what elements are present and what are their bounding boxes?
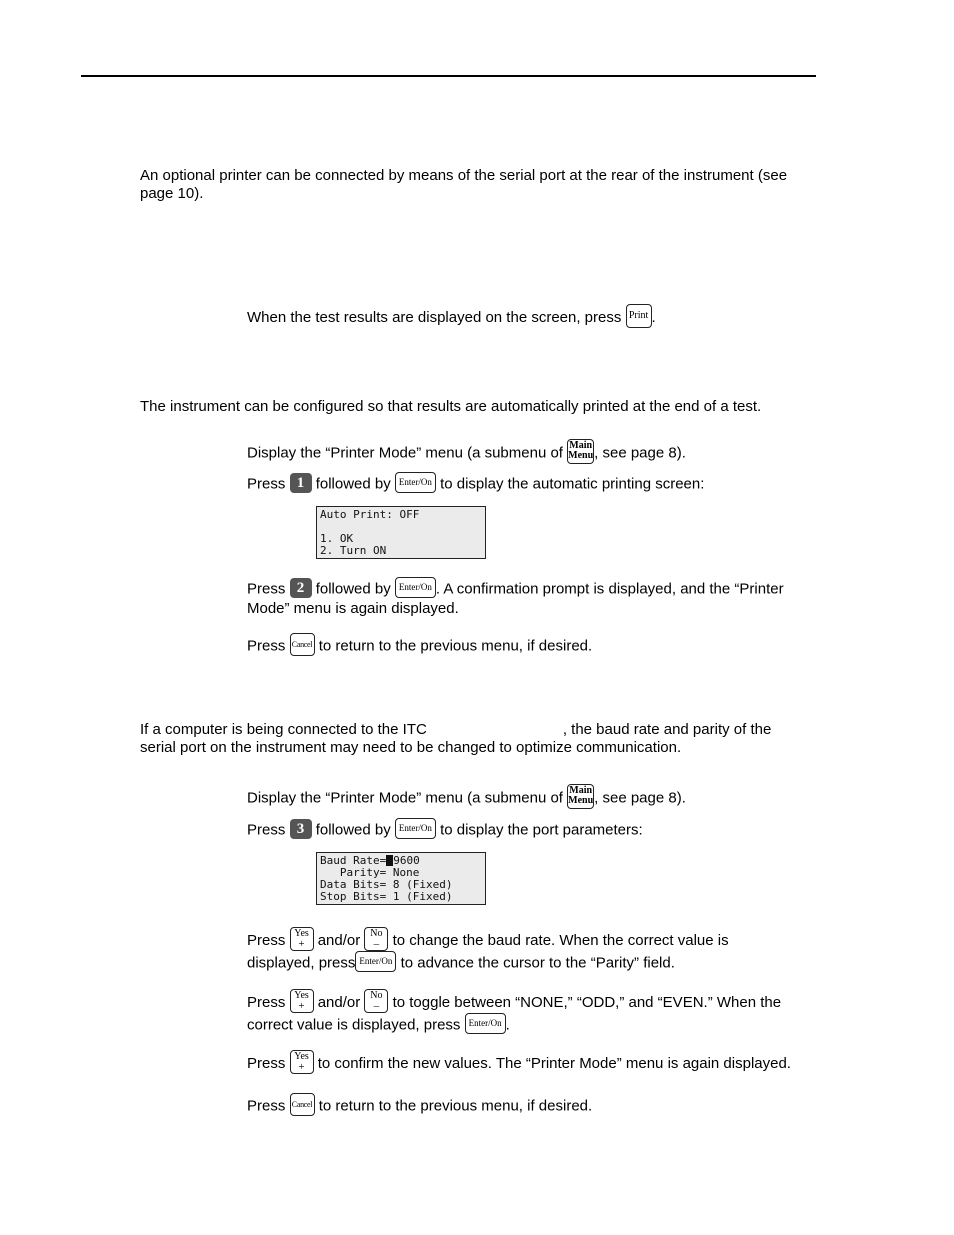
lcd-line-4: 2. Turn ON (320, 544, 387, 557)
step-text-end: to return to the previous menu, if desired. (318, 1097, 593, 1115)
key-label-bottom: + (298, 1061, 305, 1073)
key-1-icon: 1 (290, 473, 312, 493)
step-press: Press (247, 821, 286, 839)
key-label-bottom: + (298, 1000, 305, 1012)
step-line-2: displayed, press (247, 954, 356, 972)
lcd-line-1-label: Baud Rate= (320, 854, 387, 867)
port-parameters-screen (316, 852, 486, 905)
print-step (247, 306, 656, 330)
step-press: Press (247, 580, 286, 598)
serial-intro-line-2: serial port on the instrument may need to be changed to optimize communication. (140, 739, 682, 756)
cancel-key-icon: Cancel (290, 633, 315, 656)
auto-print-intro: The instrument can be configured so that results are automatically printed at the end of a test. (140, 398, 762, 415)
main-menu-key-icon (567, 439, 594, 464)
key-label-bottom: Menu (568, 795, 594, 806)
step-line-2: correct value is displayed, press (247, 1016, 461, 1034)
step-text: Display the “Printer Mode” menu (a submenu of (247, 444, 563, 462)
serial-intro-line-1: If a computer is being connected to the ITC (140, 721, 427, 738)
no-key-icon (364, 989, 388, 1013)
step-text-line-2: Mode” menu is again displayed. (247, 600, 459, 617)
step-press: Press (247, 1097, 286, 1115)
yes-key-icon (290, 1050, 314, 1074)
lcd-line-3: Data Bits= 8 (Fixed) (320, 878, 453, 891)
step-followed: followed by (315, 821, 391, 839)
key-label-bottom: Menu (568, 450, 594, 461)
enter-key-icon: Enter/On (395, 577, 436, 598)
header-rule (81, 75, 816, 77)
serial-step-4 (247, 991, 781, 1036)
step-press: Press (247, 637, 286, 655)
auto-print-step-2 (247, 474, 704, 495)
key-label-top: Yes (294, 1051, 309, 1062)
lcd-line-4: Stop Bits= 1 (Fixed) (320, 890, 453, 903)
print-key-icon: Print (626, 304, 652, 328)
print-step-end: . (651, 308, 656, 326)
key-label-top: No (370, 990, 383, 1001)
step-text-end: to confirm the new values. The “Printer Mode” menu is again displayed. (317, 1054, 791, 1072)
auto-print-step-3 (247, 579, 784, 618)
intro-paragraph (140, 167, 787, 203)
yes-key-icon (290, 927, 314, 951)
lcd-line-3: 1. OK (320, 532, 354, 545)
enter-key-icon: Enter/On (465, 1013, 506, 1034)
serial-step-1 (247, 786, 686, 811)
intro-line-2: page 10). (140, 185, 204, 202)
key-label-bottom: + (298, 938, 305, 950)
step-press: Press (247, 931, 286, 949)
enter-key-icon: Enter/On (355, 951, 396, 972)
step-text-end: , see page 8). (594, 789, 686, 807)
key-label-top: No (370, 928, 383, 939)
step-text-end: to return to the previous menu, if desired. (318, 637, 593, 655)
lcd-line-2: Parity= None (320, 866, 420, 879)
serial-intro (140, 721, 771, 757)
step-press: Press (247, 1054, 286, 1072)
step-followed: followed by (315, 580, 391, 598)
step-press: Press (247, 475, 286, 493)
no-key-icon (364, 927, 388, 951)
key-label-top: Main (569, 440, 593, 451)
serial-step-3 (247, 929, 729, 974)
step-and: and/or (317, 931, 361, 949)
lcd-line-1-value: 9600 (393, 854, 420, 867)
auto-print-step-4 (247, 635, 592, 658)
key-label-bottom: – (373, 1000, 380, 1012)
lcd-line-1: Auto Print: OFF (320, 508, 420, 521)
step-text-end: to display the port parameters: (440, 821, 643, 839)
enter-key-icon: Enter/On (395, 818, 436, 839)
key-label-top: Yes (294, 990, 309, 1001)
step-line-2-end: . (505, 1016, 510, 1034)
intro-line-1: An optional printer can be connected by means of the serial port at the rear of the instrument (see (140, 167, 788, 184)
print-step-text: When the test results are displayed on the screen, press (247, 308, 622, 326)
step-line-2-end: to advance the cursor to the “Parity” field. (400, 954, 675, 972)
serial-step-2 (247, 820, 643, 841)
key-label-bottom: – (373, 938, 380, 950)
step-text-end: . A confirmation prompt is displayed, and the “Printer (435, 580, 784, 598)
key-2-icon: 2 (290, 578, 312, 598)
cancel-key-icon: Cancel (290, 1093, 315, 1116)
yes-key-icon (290, 989, 314, 1013)
main-menu-key-icon (567, 784, 594, 809)
serial-intro-line-1-end: , the baud rate and parity of the (562, 721, 772, 738)
key-3-icon: 3 (290, 819, 312, 839)
step-and: and/or (317, 993, 361, 1011)
auto-print-screen (316, 506, 486, 559)
step-text-end: , see page 8). (594, 444, 686, 462)
step-text-end: to display the automatic printing screen: (440, 475, 705, 493)
step-text-end: to toggle between “NONE,” “ODD,” and “EVEN.” When the (392, 993, 782, 1011)
key-label-top: Yes (294, 928, 309, 939)
key-label-top: Main (569, 785, 593, 796)
auto-print-step-1 (247, 441, 686, 466)
step-text: Display the “Printer Mode” menu (a submenu of (247, 789, 563, 807)
step-text-end: to change the baud rate. When the correct value is (392, 931, 729, 949)
serial-step-6 (247, 1095, 592, 1118)
step-followed: followed by (315, 475, 391, 493)
serial-step-5 (247, 1052, 791, 1076)
step-press: Press (247, 993, 286, 1011)
enter-key-icon: Enter/On (395, 472, 436, 493)
